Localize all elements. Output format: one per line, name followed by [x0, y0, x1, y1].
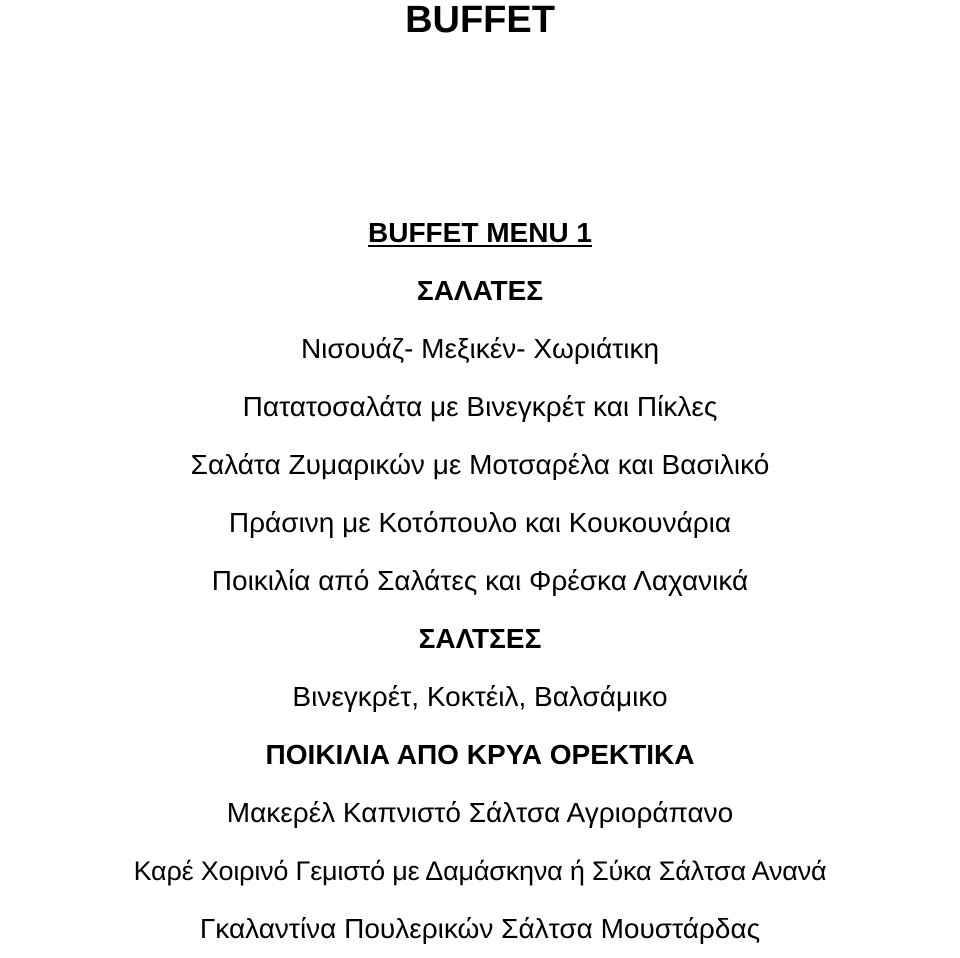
menu-item: Πράσινη με Κοτόπουλο και Κουκουνάρια — [228, 507, 732, 538]
menu-item: Γκαλαντίνα Πουλερικών Σάλτσα Μουστάρδας — [199, 913, 761, 944]
menu-item: Σαλάτα Ζυμαρικών με Μοτσαρέλα και Βασιλικό — [190, 449, 770, 480]
section-heading-sauces: ΣΑΛΤΣΕΣ — [418, 623, 542, 654]
section-heading-cold-appetizers: ΠΟΙΚΙΛΙΑ ΑΠΟ ΚΡΥΑ ΟΡΕΚΤΙΚΑ — [265, 739, 695, 770]
menu-item: Πατατοσαλάτα με Βινεγκρέτ και Πίκλες — [242, 391, 718, 422]
menu-item: Βινεγκρέτ, Κοκτέιλ, Βαλσάμικο — [292, 681, 668, 712]
menu-item: Καρέ Χοιρινό Γεμιστό με Δαμάσκηνα ή Σύκα Σάλτσα Ανανά — [133, 856, 827, 886]
menu-item: Μακερέλ Καπνιστό Σάλτσα Αγριοράπανο — [226, 797, 734, 828]
document-title: BUFFET — [405, 0, 555, 41]
menu-item: Ποικιλία από Σαλάτες και Φρέσκα Λαχανικά — [211, 565, 749, 596]
buffet-menu — [0, 204, 960, 958]
menu-item: Νισουάζ- Μεξικέν- Χωριάτικη — [300, 333, 660, 364]
section-heading-salads: ΣΑΛΑΤΕΣ — [416, 275, 544, 306]
menu-title: BUFFET MENU 1 — [368, 217, 592, 248]
